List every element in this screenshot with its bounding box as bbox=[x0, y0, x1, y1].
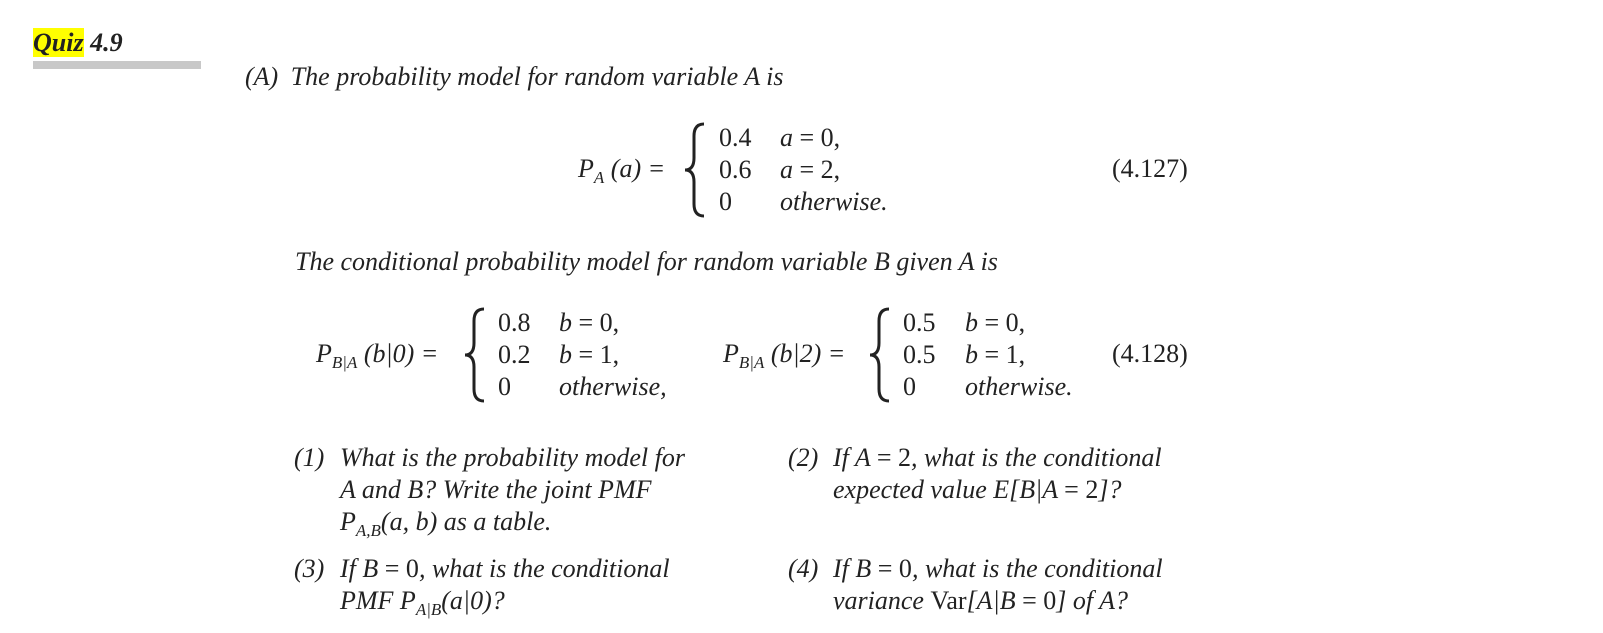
q2-l2-b: ]? bbox=[1098, 475, 1122, 504]
pmf-b2-case-1-cond bbox=[965, 307, 1025, 339]
eq-number-4128: (4.128) bbox=[1112, 339, 1188, 368]
pmf-b0-brace bbox=[462, 307, 488, 403]
pmf-a-lhs bbox=[578, 153, 665, 188]
q4-var: Var bbox=[930, 586, 967, 615]
conditional-intro: The conditional probability model for random variable B given A is bbox=[295, 247, 998, 276]
cond-rest: = 1, bbox=[978, 340, 1026, 369]
q4-l1-eq: = 0 bbox=[877, 554, 912, 583]
q1-line-2: A and B? Write the joint PMF bbox=[340, 475, 652, 504]
q3-l2-a: PMF P bbox=[340, 586, 416, 615]
pmf-a-sub: A bbox=[593, 168, 605, 187]
part-a-intro bbox=[245, 61, 784, 93]
pmf-a-case-1-cond bbox=[780, 122, 840, 154]
q4-number: (4) bbox=[788, 554, 819, 583]
q4-line-2 bbox=[833, 585, 1128, 617]
pmf-b2-case-1-value: 0.5 bbox=[903, 308, 936, 337]
q1-p: P bbox=[340, 507, 356, 536]
pmf-b2-lhs bbox=[723, 338, 845, 373]
cond-rest: = 0, bbox=[793, 123, 841, 152]
q4-line-1 bbox=[833, 553, 1163, 585]
cond-var: a bbox=[780, 155, 793, 184]
pmf-b0-case-3-cond: otherwise, bbox=[559, 372, 667, 401]
pmf-a-case-3 bbox=[719, 186, 732, 218]
cond-rest: = 0, bbox=[978, 308, 1026, 337]
pmf-b0-arg: (b|0) = bbox=[363, 339, 439, 368]
q1-number: (1) bbox=[294, 443, 325, 472]
q2-l1-b: , what is the conditional bbox=[911, 443, 1162, 472]
pmf-b0-case-2-cond bbox=[559, 339, 619, 371]
pmf-a-arg: (a) = bbox=[610, 154, 666, 183]
cond-rest: = 0, bbox=[572, 308, 620, 337]
q3-l1-a: If B bbox=[340, 554, 385, 583]
pmf-b2-brace bbox=[867, 307, 893, 403]
pmf-b0-p: P bbox=[316, 339, 332, 368]
cond-var: a bbox=[780, 123, 793, 152]
pmf-a-case-3-cond: otherwise. bbox=[780, 187, 888, 216]
q2-l1-eq: = 2 bbox=[876, 443, 911, 472]
q2-line-1 bbox=[833, 442, 1162, 474]
pmf-a-case-2-value: 0.6 bbox=[719, 155, 752, 184]
pmf-b2-arg: (b|2) = bbox=[770, 339, 846, 368]
pmf-b0-case-1-cond bbox=[559, 307, 619, 339]
cond-var: b bbox=[965, 308, 978, 337]
cond-rest: = 2, bbox=[793, 155, 841, 184]
q4-l2-b: [A|B bbox=[966, 586, 1023, 615]
pmf-b0-case-1-value: 0.8 bbox=[498, 308, 531, 337]
cond-rest: = 1, bbox=[572, 340, 620, 369]
quiz-label: Quiz bbox=[33, 28, 84, 57]
q1-sub: A,B bbox=[355, 521, 381, 540]
pmf-b0-lhs bbox=[316, 338, 438, 373]
q2-l1-a: If A bbox=[833, 443, 877, 472]
heading-rule bbox=[33, 61, 201, 69]
pmf-b2-case-2-value: 0.5 bbox=[903, 340, 936, 369]
pmf-b2-case-3-cond: otherwise. bbox=[965, 372, 1073, 401]
pmf-b2-case-2-cond bbox=[965, 339, 1025, 371]
pmf-b2-p: P bbox=[723, 339, 739, 368]
q1-line-3 bbox=[340, 506, 551, 541]
q1-line-1: What is the probability model for bbox=[340, 443, 685, 472]
pmf-a-case-2-cond bbox=[780, 154, 840, 186]
pmf-a-case-3-value: 0 bbox=[719, 187, 732, 216]
pmf-b2-sub: B|A bbox=[738, 353, 765, 372]
pmf-a-case-2 bbox=[719, 154, 752, 186]
pmf-b0-sub: B|A bbox=[331, 353, 358, 372]
part-a-intro-text: The probability model for random variable A is bbox=[290, 62, 784, 91]
part-a-marker: (A) bbox=[245, 62, 279, 91]
q2-number: (2) bbox=[788, 443, 819, 472]
pmf-b0-case-3-value: 0 bbox=[498, 372, 511, 401]
cond-var: b bbox=[965, 340, 978, 369]
q1-args: (a, b) bbox=[380, 507, 438, 536]
eq-number-4127: (4.127) bbox=[1112, 154, 1188, 183]
q4-l1-a: If B bbox=[833, 554, 878, 583]
q3-number: (3) bbox=[294, 554, 325, 583]
q3-l1-eq: = 0 bbox=[384, 554, 419, 583]
q2-line-2 bbox=[833, 474, 1121, 506]
quiz-number: 4.9 bbox=[90, 28, 123, 57]
pmf-a-brace bbox=[682, 122, 708, 218]
cond-var: b bbox=[559, 308, 572, 337]
quiz-heading bbox=[33, 28, 123, 58]
q3-l1-b: , what is the conditional bbox=[418, 554, 670, 583]
q4-l2-eq: = 0 bbox=[1022, 586, 1057, 615]
pmf-b2-case-3-value: 0 bbox=[903, 372, 916, 401]
cond-var: b bbox=[559, 340, 572, 369]
pmf-a-case-1 bbox=[719, 122, 752, 154]
q4-l1-b: , what is the conditional bbox=[911, 554, 1163, 583]
q4-l2-c: ] of A? bbox=[1056, 586, 1129, 615]
q1-rest: as a table. bbox=[437, 507, 552, 536]
pmf-b0-case-2-value: 0.2 bbox=[498, 340, 531, 369]
q2-l2-eq: = 2 bbox=[1064, 475, 1099, 504]
q4-l2-a: variance bbox=[833, 586, 931, 615]
q3-sub: A|B bbox=[415, 600, 442, 619]
q3-line-2 bbox=[340, 585, 505, 620]
q3-line-1 bbox=[340, 553, 670, 585]
q3-args: (a|0)? bbox=[441, 586, 505, 615]
pmf-a-case-1-value: 0.4 bbox=[719, 123, 752, 152]
pmf-a-p: P bbox=[578, 154, 594, 183]
q2-l2-a: expected value E[B|A bbox=[833, 475, 1065, 504]
